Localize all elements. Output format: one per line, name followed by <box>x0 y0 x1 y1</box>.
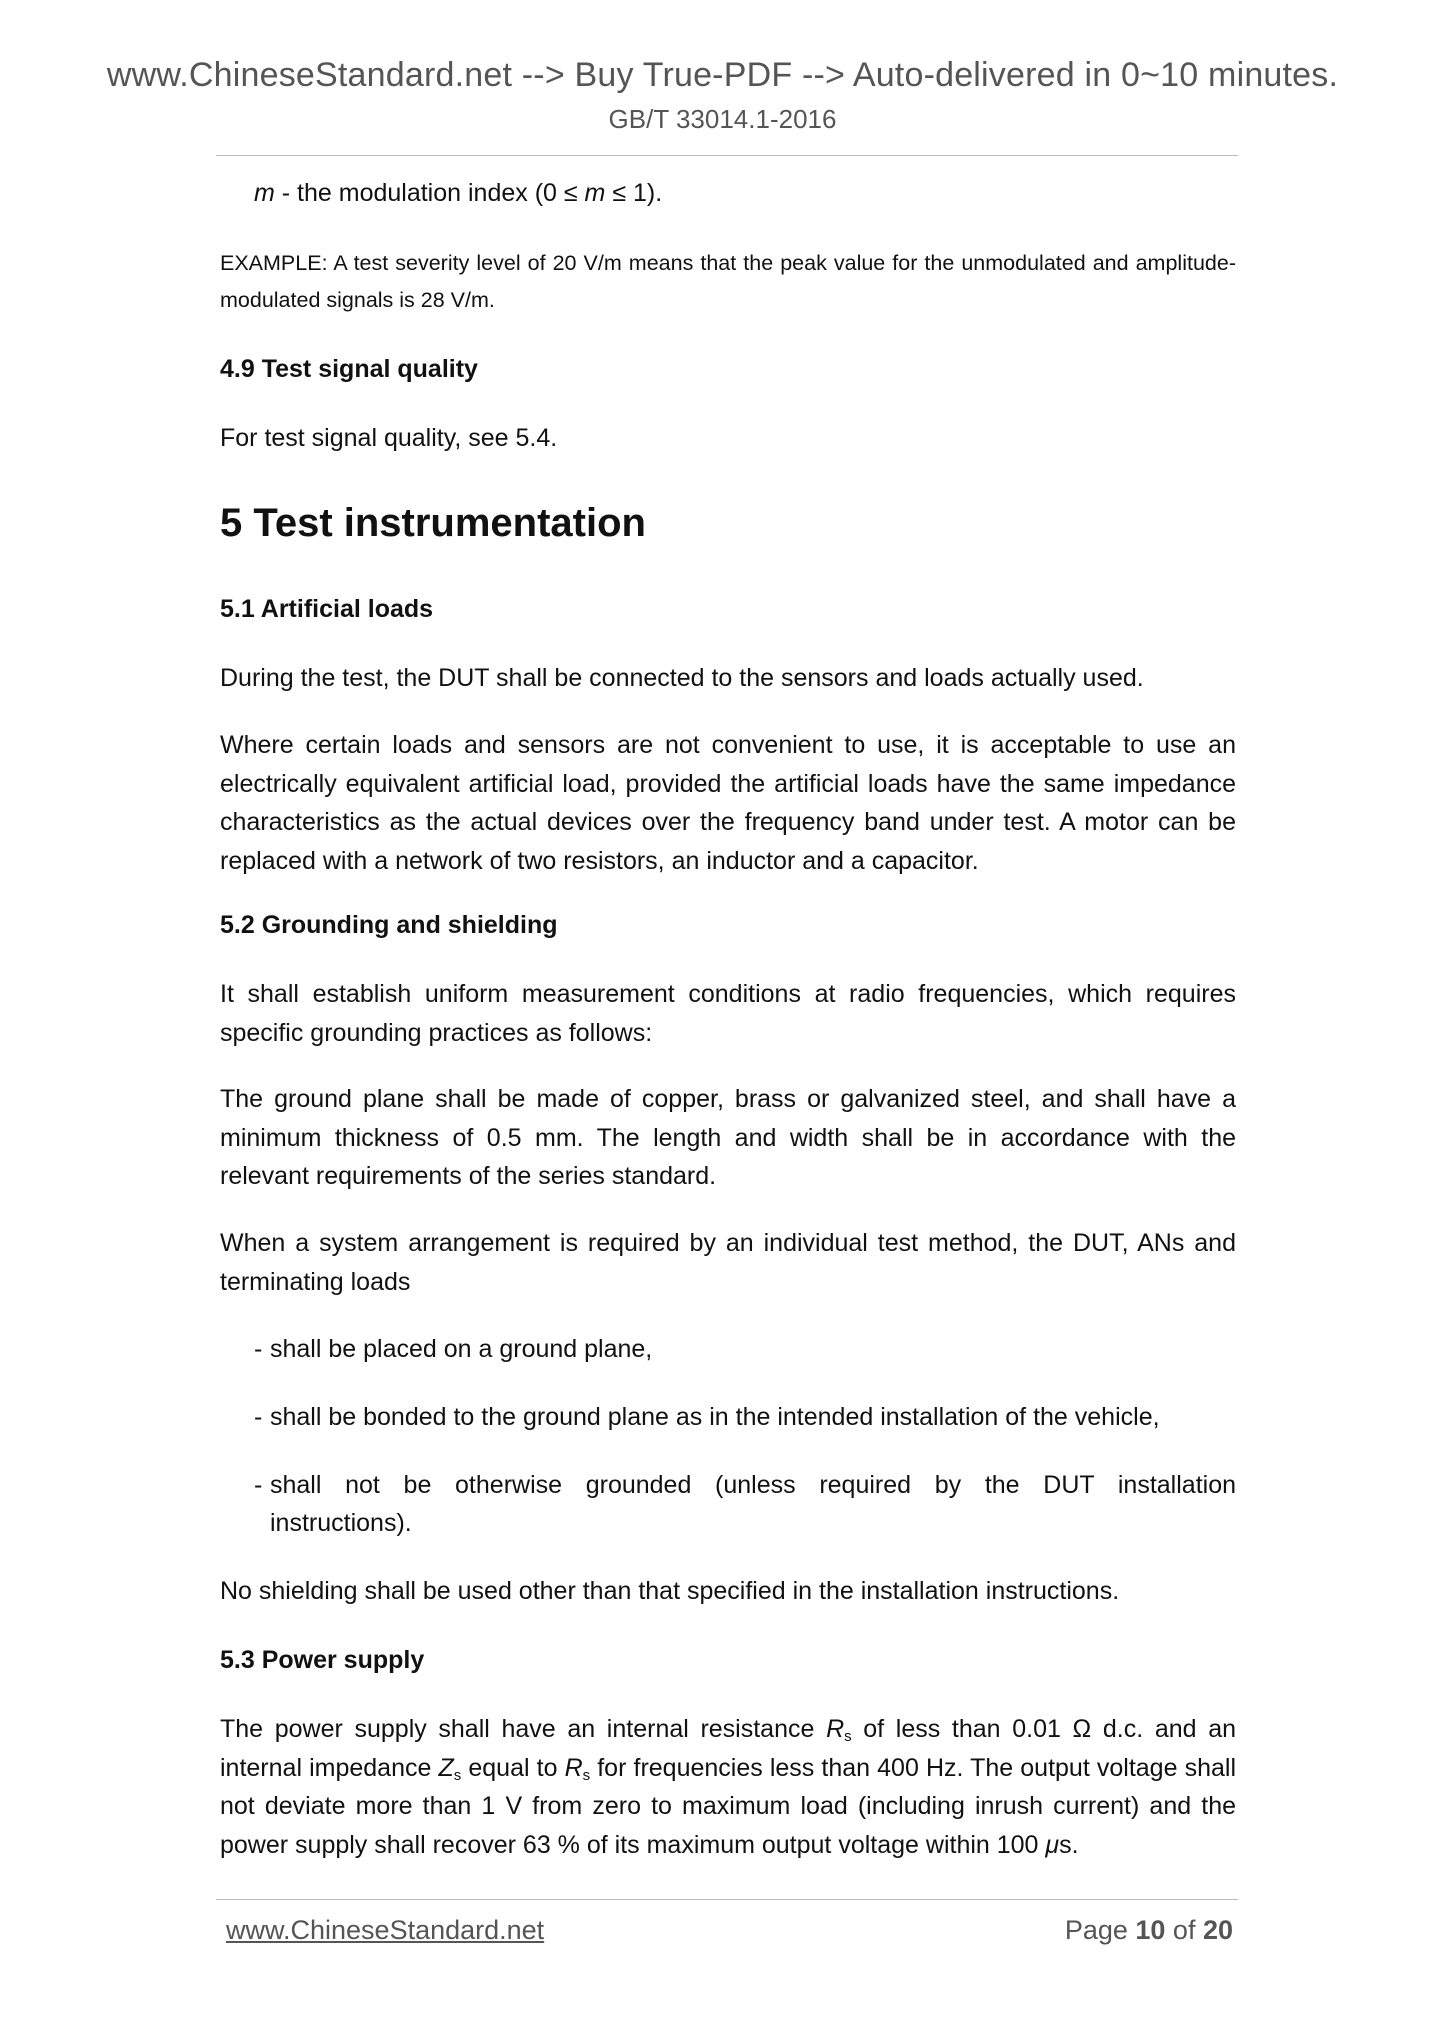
heading-5-1: 5.1 Artificial loads <box>220 595 434 623</box>
list-item: - shall be placed on a ground plane, <box>254 1335 653 1363</box>
list-item-continuation: instructions). <box>270 1509 412 1537</box>
para-5-1-a: During the test, the DUT shall be connected to the sensors and loads actually used. <box>220 664 1144 692</box>
heading-5: 5 Test instrumentation <box>220 501 646 545</box>
heading-5-3: 5.3 Power supply <box>220 1646 425 1674</box>
para-5-2-b: The ground plane shall be made of copper, brass or galvanized steel, and shall have a minimum thickness of 0.5 mm. The length and width shall be in accordance with the relevant requirements of the series standard. <box>220 1085 1236 1190</box>
list-item: - shall not be otherwise grounded (unless required by the DUT installation <box>254 1471 1236 1499</box>
header-divider <box>216 155 1238 156</box>
footer-site-link[interactable]: www.ChineseStandard.net <box>226 1915 545 1945</box>
para-5-2-d: No shielding shall be used other than that specified in the installation instructions. <box>220 1577 1120 1605</box>
standard-id: GB/T 33014.1-2016 <box>608 104 837 134</box>
para-5-3: The power supply shall have an internal resistance $R_s$ of less than 0.01 Ω d.c. and an internal impedance $Z_s$ equal to $R_s$ for frequencies less than 400 Hz. The output voltage shall not deviate more than 1 V from zero to maximum load (including inrush current) and the power supply shall recover 63 % of its maximum output voltage within 100 μs. <box>220 1715 1236 1859</box>
para-4-9: For test signal quality, see 5.4. <box>220 424 558 452</box>
list-item: - shall be bonded to the ground plane as in the intended installation of the vehicle, <box>254 1403 1160 1431</box>
page-number: Page 10 of 20 <box>1064 1915 1233 1945</box>
footer-divider <box>216 1899 1238 1900</box>
header-banner[interactable]: www.ChineseStandard.net --> Buy True-PDF --> Auto-delivered in 0~10 minutes. <box>106 56 1339 94</box>
var-m: m <box>254 179 275 207</box>
example-note: EXAMPLE: A test severity level of 20 V/m means that the peak value for the unmodulated and amplitude-modulated signals is 28 V/m. <box>220 251 1236 312</box>
heading-4-9: 4.9 Test signal quality <box>220 355 478 383</box>
heading-5-2: 5.2 Grounding and shielding <box>220 911 558 939</box>
para-5-2-a: It shall establish uniform measurement conditions at radio frequencies, which requires specific grounding practices as follows: <box>220 980 1236 1047</box>
para-5-2-c: When a system arrangement is required by an individual test method, the DUT, ANs and terminating loads <box>220 1229 1236 1296</box>
modulation-index-line: m - the modulation index (0 ≤ m ≤ 1). <box>254 179 663 207</box>
para-5-1-b: Where certain loads and sensors are not convenient to use, it is acceptable to use an electrically equivalent artificial load, provided the artificial loads have the same impedance characteristics as the actual devices over the frequency band under test. A motor can be replaced with a network of two resistors, an inductor and a capacitor. <box>220 731 1236 875</box>
